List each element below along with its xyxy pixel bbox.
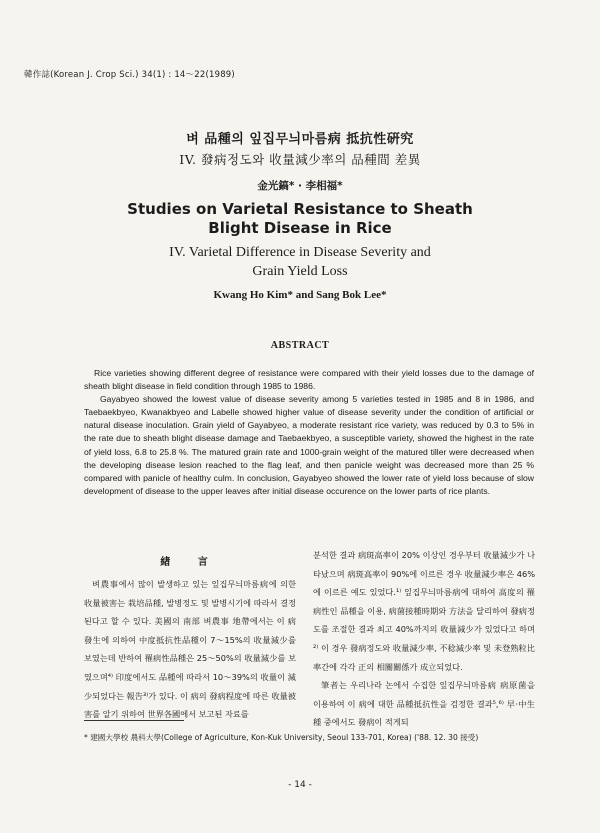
left-column-text [84, 575, 296, 724]
english-title-line-2: Blight Disease in Rice [208, 219, 392, 237]
right-column-text [313, 546, 535, 732]
english-title-line-1: Studies on Varietal Resistance to Sheath [127, 200, 473, 218]
page-number: - 14 - [288, 780, 312, 790]
abstract-paragraph-1: Rice varieties showing different degree of resistance were compared with their yield losses due to the damage of sheath blight disease in field condition through 1985 to 1986. [84, 368, 534, 392]
korean-title: 벼 品種의 잎집무늬마름病 抵抗性硏究 [186, 132, 414, 147]
affiliation-footnote: * 建國大學校 農科大學(College of Agriculture, Kon-Kuk University, Seoul 133-701, Korea) ('88. 12. 30 接受) [84, 733, 479, 742]
intro-paragraph-1-continued: 분석한 결과 病斑高率이 20% 이상인 경우부터 收量減少가 나타났으며 病斑高率이 90%에 이르른 경우 收量減少率은 46%에 이르른 예도 있었다.¹⁾ 잎집무늬마름病에 대하여 高度의 罹病性인 品種을 이용, 病菌接種時期와 方法을 달리하여 發病정도를 조절한 결과 최고 40%까지의 收量減少가 있었다고 하며²⁾ 이 경우 發病정도와 收量減少率, 不稔減少率 및 未登熟粒比率간에 각각 正의 相關關係가 成立되었다. [313, 550, 535, 672]
abstract-paragraph-2: Gayabyeo showed the lowest value of disease severity among 5 varieties tested in 1985 and 8 in 1986, and Taebaekbyeo, Kwanakbyeo and Labelle showed higher value of disease severity under the condition of artificial or natural disease inoculation. Grain yield of Gayabyeo, a moderate resistant rice variety, was reduced by 0.3 to 5% in the rate due to sheath blight disease damage and Taebaekbyeo, a susceptible variety, showed the highest in the rate of yield loss, 6.8 to 25.8 %. The matured grain rate and 1000-grain weight of the matured tiller were decreased when the developing disease lesion reached to the flag leaf, and then panicle weight was decreased more than 25 % compared with panicle of healthy culm. In conclusion, Gayabyeo showed the lower rate of yield loss because of slow development of disease to the upper leaves after initial disease occurence on the lower parts of rice plants. [84, 394, 534, 496]
english-subtitle-line-1: IV. Varietal Difference in Disease Severity and [169, 245, 431, 260]
abstract-body [84, 367, 534, 498]
right-column [313, 546, 535, 732]
left-column [84, 553, 296, 724]
english-authors: Kwang Ho Kim* and Sang Bok Lee* [213, 289, 387, 301]
korean-subtitle: IV. 發病정도와 收量減少率의 品種間 差異 [179, 152, 421, 167]
english-title [0, 200, 600, 238]
english-subtitle [0, 243, 600, 281]
journal-citation: 韓作誌(Korean J. Crop Sci.) 34(1) : 14～22(1989) [24, 70, 235, 80]
introduction-heading: 緖 言 [160, 557, 220, 568]
abstract-heading: ABSTRACT [270, 340, 330, 351]
korean-authors: 金光鎬* · 李相福* [257, 180, 343, 192]
english-subtitle-line-2: Grain Yield Loss [252, 264, 348, 279]
intro-paragraph-2: 筆者는 우리나라 논에서 수집한 잎집무늬마름病 病原菌을 이용하여 이 病에 대한 品種抵抗性을 검정한 결과⁵,⁶⁾ 早·中生種 중에서도 發病이 적게되 [313, 680, 535, 728]
footnote-divider [84, 720, 184, 721]
intro-paragraph-1: 벼農事에서 많이 발생하고 있는 잎집무늬마름病에 의한 收量被害는 栽培品種, 발병정도 및 발병시기에 따라서 결정된다고 할 수 있다. 美國의 南部 벼農事 地帶에서는 이 病 發生에 의하여 中度抵抗性品種이 7～15%의 收量減少를 보였는데 반하여 罹病性品種은 25～50%의 收量減少를 보였으며⁴⁾ 印度에서도 品種에 따라서 10～39%의 收量이 減少되었다는 報告³⁾가 있다. 이 病의 發病程度에 따른 收量被害를 알기 위하여 世界各國에서 보고된 자료를 [84, 579, 296, 720]
